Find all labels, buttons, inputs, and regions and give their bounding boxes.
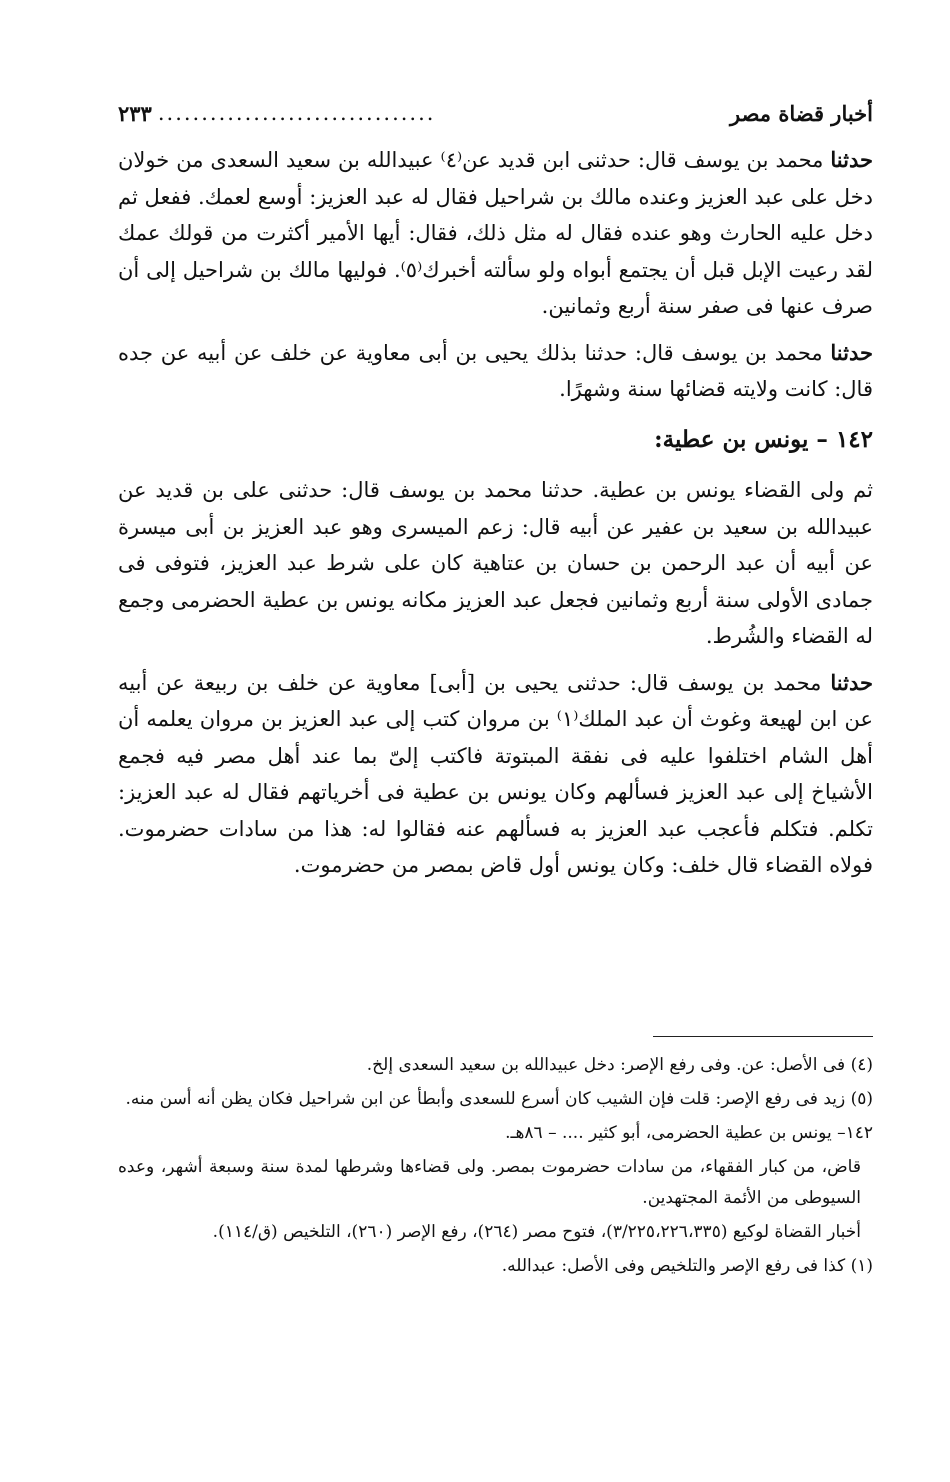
paragraph-1 <box>118 142 873 325</box>
main-text <box>118 142 873 894</box>
paragraph-text: محمد بن يوسف قال: حدثنى ابن قديد عن⁽٤⁾ عبيدالله بن سعيد السعدى من خولان دخل على عبد العزيز وعنده مالك بن شراحيل فقال له عبد العزيز: أوسع لعمك. ففعل ثم دخل عليه الحارث وهو عنده فقال له مثل ذلك، فقال: أيها الأمير أكثرت من قولك عمك لقد رعيت الإبل قبل أن يجتمع أبواه ولو سألته أخبرك⁽٥⁾. فوليها مالك بن شراحيل إلى أن صرف عنها فى صفر سنة أربع وثمانين. <box>118 148 873 318</box>
book-title: أخبار قضاة مصر <box>729 100 873 126</box>
footnote-1: (١) كذا فى رفع الإصر والتلخيص وفى الأصل: عبدالله. <box>501 1256 873 1276</box>
footnote-separator <box>653 1036 873 1037</box>
leader-dots: ................................ <box>157 101 436 125</box>
footnotes <box>118 1050 873 1285</box>
paragraph-lead: حدثنا <box>830 669 873 695</box>
footnote-4: (٤) فى الأصل: عن. وفى رفع الإصر: دخل عبيدالله بن سعيد السعدى إلخ. <box>366 1055 873 1075</box>
section-title: ١٤٢ – يونس بن عطية: <box>654 425 873 453</box>
paragraph-lead: حدثنا <box>830 147 873 172</box>
paragraph-4 <box>118 665 873 884</box>
running-header <box>118 96 873 130</box>
paragraph-3: ثم ولى القضاء يونس بن عطية. حدثنا محمد بن يوسف قال: حدثنى على بن قديد عن عبيدالله بن سعيد بن عفير عن أبيه قال: زعم الميسرى وهو عبد العزيز بن أبى ميسرة عن أبيه أن عبد الرحمن بن حسان بن عتاهية كان على شرط عبد العزيز، فتوفى فى جمادى الأولى سنة أربع وثمانين فجعل عبد العزيز مكانه يونس بن عطية الحضرمى وجمع له القضاء والشُرط. <box>118 478 873 648</box>
paragraph-lead: حدثنا <box>830 339 873 365</box>
paragraph-2 <box>118 335 873 408</box>
footnote-142-sources: أخبار القضاة لوكيع (٣/٢٢٥،٢٢٦،٣٣٥)، فتوح مصر (٢٦٤)، رفع الإصر (٢٦٠)، التلخيص (ق/١١٤). <box>212 1222 861 1242</box>
page-number: ٢٣٣ <box>118 100 152 126</box>
paragraph-text: محمد بن يوسف قال: حدثنى يحيى بن [أبى] معاوية عن خلف بن ربيعة عن أبيه عن ابن لهيعة وغوث أن عبد الملك⁽١⁾ بن مروان كتب إلى عبد العزيز بن مروان يعلمه أن أهل الشام اختلفوا عليه فى نفقة المبتوتة فاكتب إلىّ بما عند أهل مصر فيه فجمع الأشياخ إلى عبد العزيز فسألهم وكان يونس بن عطية فى أخرياتهم فقال له عبد العزيز: تكلم. فتكلم فأعجب عبد العزيز به فسألهم عنه فقالوا له: هذا من سادات حضرموت. فولاه القضاء قال خلف: وكان يونس أول قاض بمصر من حضرموت. <box>118 670 874 877</box>
paragraph-text: محمد بن يوسف قال: حدثنا بذلك يحيى بن أبى معاوية عن خلف عن أبيه عن جده قال: كانت ولايته قضائها سنة وشهرًا. <box>118 340 873 401</box>
footnote-142-bio: قاض، من كبار الفقهاء، من سادات حضرموت بمصر. ولى قضاءها وشرطها لمدة سنة وسبعة أشهر، وعده السيوطى من الأئمة المجتهدين. <box>118 1157 861 1208</box>
footnote-5: (٥) زيد فى رفع الإصر: قلت فإن الشيب كان أسرع للسعدى وأبطأ عن ابن شراحيل فكان يظن أنه أسن منه. <box>125 1089 873 1109</box>
footnote-142-heading: ١٤٢– يونس بن عطية الحضرمى، أبو كثير .... – ٨٦هـ. <box>505 1123 873 1143</box>
